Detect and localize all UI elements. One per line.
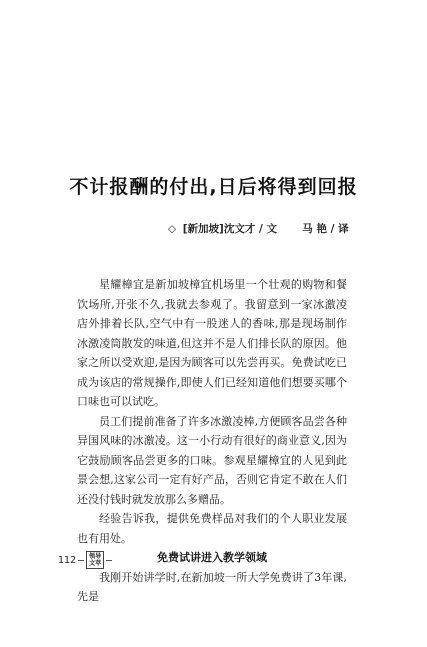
byline-translator: 马 艳 / 译 [302,223,349,235]
logo-line: 领导 [89,553,102,560]
logo-line: 文萃 [89,560,102,567]
paragraph: 星耀樟宜是新加坡樟宜机场里一个壮观的购物和餐饮场所,开张不久,我就去参观了。我留意到一家冰激凌店外排着长队,空气中有一股迷人的香味,那是现场制作冰激凌筒散发的味道,但这并不是人们排长队的原因。他家之所以受欢迎,是因为顾客可以先尝再买。免费试吃已成为该店的常规操作,即使人们已经知道他们想要买哪个口味也可以试吃。 [77,278,347,408]
paragraph: 经验告诉我，提供免费样品对我们的个人职业发展也有用处。 [77,512,347,545]
byline-author: [新加坡]沈文才 / 文 [182,223,277,235]
magazine-logo [86,551,104,569]
article-title: 不计报酬的付出,日后将得到回报 [69,176,358,198]
diamond-icon: ◇ [168,223,177,235]
byline [168,221,349,236]
page-number: 112 [58,554,77,566]
section-heading: 免费试讲进入教学领域 [157,551,267,564]
paragraph: 员工们提前准备了许多冰激凌棒,方便顾客品尝各种异国风味的冰激凌。这一小行动有很好的商业意义,因为它鼓励顾客品尝更多的口味。参观星耀樟宜的人见到此景会想,这家公司一定有好产品，否则它肯定不敢在人们还没付钱时就发放那么多赠品。 [77,414,347,506]
page-footer [58,553,114,567]
paragraph: 我刚开始讲学时,在新加坡一所大学免费讲了3年课,先是 [77,570,347,603]
article-body [77,275,347,607]
